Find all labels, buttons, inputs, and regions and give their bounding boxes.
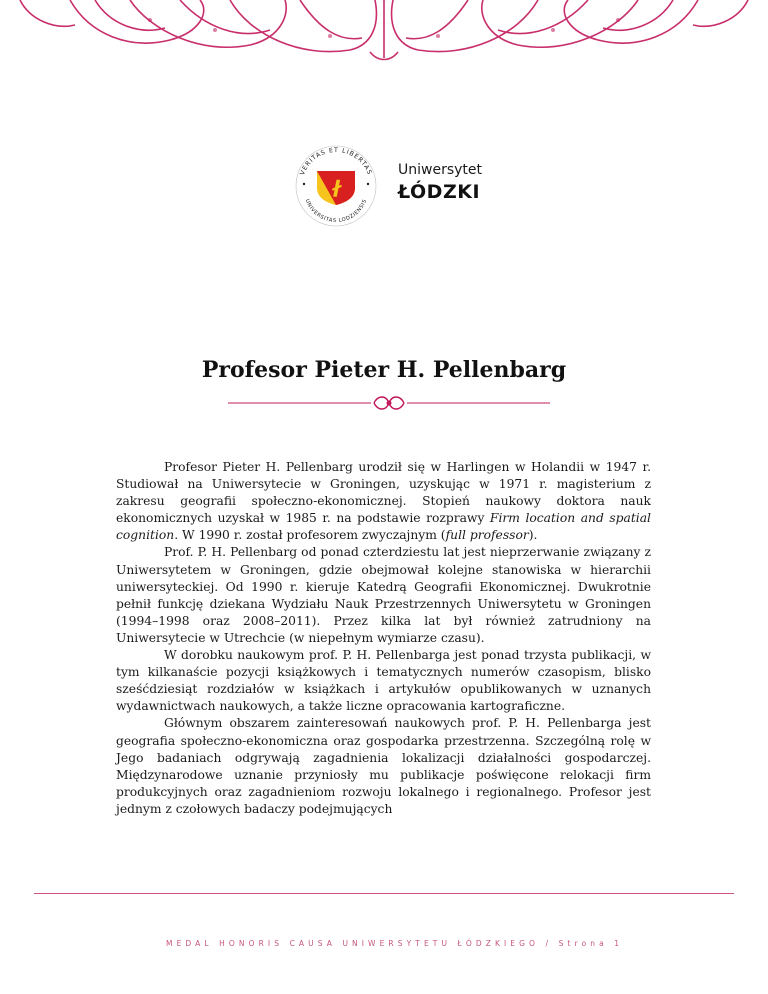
body-paragraph <box>116 459 651 544</box>
footer-rule <box>34 893 734 894</box>
text-run: . W 1990 r. został profesorem zwyczajnym ( <box>174 528 446 543</box>
svg-text:UNIVERSITAS LODZIENSIS: UNIVERSITAS LODZIENSIS <box>303 198 369 225</box>
svg-text:VERITAS ET LIBERTAS: VERITAS ET LIBERTAS <box>298 146 374 177</box>
text-run: W dorobku naukowym prof. P. H. Pellenbarga jest ponad trzysta publikacji, w tym kilkanaście pozycji książkowych i tematycznych numerów czasopism, blisko sześćdziesiąt rozdziałów w książkach i artykułów opublikowanych w uznanych wydawnictwach naukowych, a także liczne opracowania kartograficzne. <box>116 648 651 714</box>
logo-name-line2: ŁÓDZKI <box>398 181 481 203</box>
text-run: ). <box>528 528 538 543</box>
text-run: Prof. P. H. Pellenbarg od ponad czterdziestu lat jest nieprzerwanie związany z Uniwersytetem w Groningen, gdzie obejmował kolejne stanowiska w hierarchii uniwersyteckiej. Od 1990 r. kieruje Katedrą Geografii Ekonomicznej. Dwukrotnie pełnił funkcję dziekana Wydziału Nauk Przestrzennych Uniwersytetu w Groningen (1994–1998 oraz 2008–2011). Przez kilka lat był również zatrudniony na Uniwersytecie w Utrechcie (w niepełnym wymiarze czasu). <box>116 545 651 645</box>
top-ornament <box>0 0 768 70</box>
body-paragraph <box>116 544 651 647</box>
text-run: Głównym obszarem zainteresowań naukowych prof. P. H. Pellenbarga jest geografia społeczno-ekonomiczna oraz gospodarka przestrzenna. Szczególną rolę w Jego badaniach odgrywają zagadnienia lokalizacji działalności gospodarczej. Międzynarodowe uznanie przyniosły mu publikacje poświęcone relokacji firm produkcyjnych oraz zagadnieniom rozwoju lokalnego i regionalnego. Profesor jest jednym z czołowych badaczy podejmujących <box>116 716 651 816</box>
italic-run: Firm location and spatial cognition <box>116 511 651 543</box>
flourish-icon <box>374 397 404 409</box>
body-text <box>116 459 651 818</box>
title-divider <box>228 393 550 413</box>
body-paragraph <box>116 715 651 818</box>
svg-text:ł: ł <box>331 177 341 203</box>
logo-name-line1: Uniwersytet <box>398 162 482 178</box>
university-logo <box>290 140 500 230</box>
page-title: Profesor Pieter H. Pellenbarg <box>201 357 567 383</box>
body-paragraph <box>116 647 651 715</box>
page-footer: MEDAL HONORIS CAUSA UNIWERSYTETU ŁÓDZKIEGO / Strona 1 <box>166 939 624 948</box>
text-run: Profesor Pieter H. Pellenbarg urodził się w Harlingen w Holandii w 1947 r. Studiował na Uniwersytecie w Groningen, uzyskując w 1971 r. magisterium z zakresu geografii społeczno-ekonomicznej. Stopień naukowy doktora nauk ekonomicznych uzyskał w 1985 r. na podstawie rozprawy <box>116 460 651 526</box>
italic-run: full professor <box>445 528 529 543</box>
